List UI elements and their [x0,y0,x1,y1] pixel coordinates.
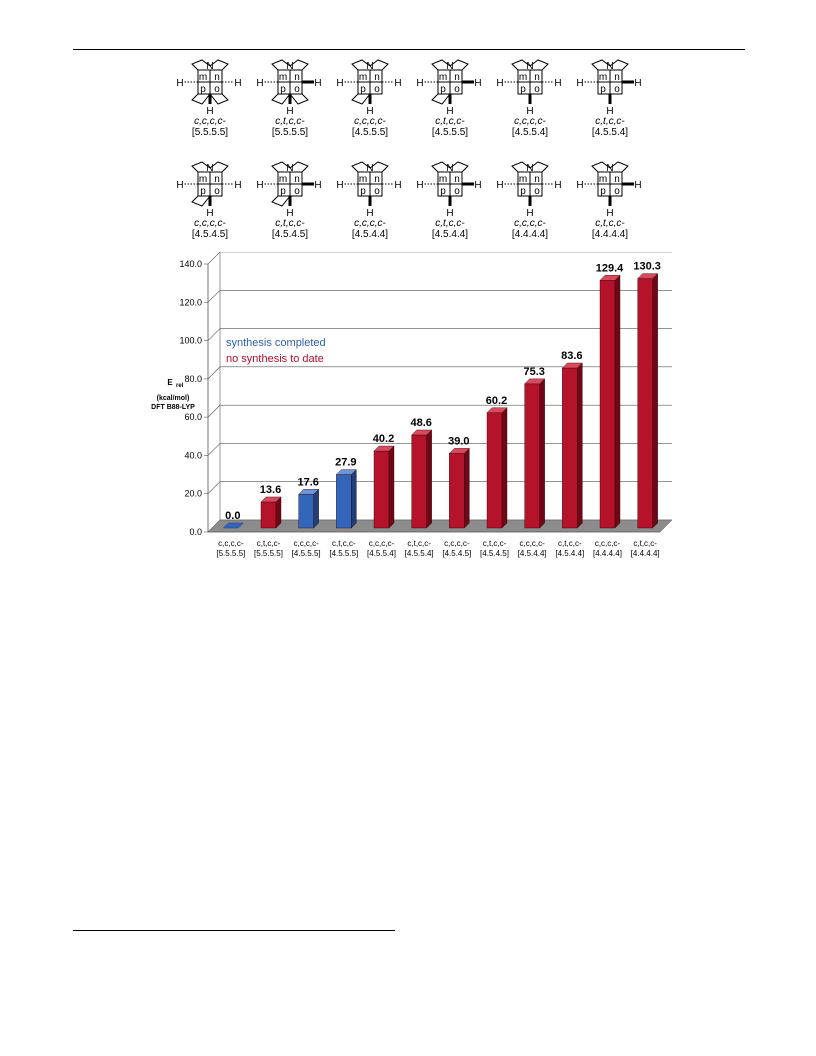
structure-drawing [490,160,570,218]
bar-side [427,430,432,528]
nitrogen-label: N [206,61,214,72]
y-tick-label: 0.0 [189,527,202,537]
bar-3 [299,489,319,528]
bar-5 [374,446,394,528]
ring-label-o: o [374,84,380,95]
ring-label-o: o [294,84,300,95]
ring-label-p: p [200,84,206,95]
data-label: 83.6 [561,349,583,362]
structure-drawing [330,58,410,116]
x-tick-label: [4.5.5.5] [291,549,321,558]
bar-6 [412,430,432,528]
legend-item: no synthesis to date [226,353,324,365]
chart-svg [150,252,690,572]
structure-ring-size: [5.5.5.5] [191,127,229,138]
structure-name: c,c,c,c- [514,218,546,229]
ring-label-p: p [600,186,606,197]
bar-side [653,274,658,528]
y-tick-label: 120.0 [179,297,202,308]
x-tick-label: c,t,c,c- [633,539,657,548]
x-tick-label: c,c,c,c- [594,539,621,548]
ring-label-p: p [200,186,206,197]
nitrogen-label: N [526,163,534,174]
hydrogen-label-left: H [576,78,584,89]
hydrogen-label-right: H [314,78,322,89]
bar-side [314,489,319,528]
ring-label-m: m [598,72,608,83]
ring-label-m: m [518,72,528,83]
structure-ring-size: [4.5.4.4] [351,229,389,240]
hydrogen-label-left: H [416,180,424,191]
structure-ring-size: [4.5.4.5] [191,229,229,240]
hydrogen-label-right: H [634,180,642,191]
ring-label-m: m [198,174,208,185]
bar-side [276,497,281,528]
bar-side [351,470,356,528]
hydrogen-label-left: H [336,180,344,191]
nitrogen-label: N [366,61,374,72]
structure-7 [170,160,250,250]
bar-2 [261,497,281,528]
x-tick-label: c,c,c,c- [293,539,319,548]
grid-line [208,482,220,494]
structure-drawing [170,58,250,116]
x-tick-label: c,t,c,c- [407,539,431,548]
y-label-method: DFT B88-LYP [151,404,195,411]
structure-ring-size: [4.4.4.4] [511,229,549,240]
structure-ring-size: [5.5.5.5] [271,127,309,138]
y-label-sub: rel [176,383,184,389]
structure-4 [410,58,490,148]
x-tick-label: [4.5.5.4] [367,549,396,558]
x-tick-label: c,c,c,c- [218,539,244,548]
data-label: 27.9 [335,456,357,469]
x-tick-label: [5.5.5.5] [216,549,246,558]
x-tick-label: c,t,c,c- [558,539,582,548]
structure-name: c,t,c,c- [275,218,305,229]
nitrogen-label: N [286,163,294,174]
structure-drawing [250,160,330,218]
bar-side [615,275,620,528]
structure-drawing [490,58,570,116]
structure-drawing [570,160,650,218]
ring-label-m: m [438,72,448,83]
ring-label-p: p [520,84,526,95]
grid-line [208,443,220,455]
ring-label-n: n [294,72,300,83]
ring-label-o: o [214,84,220,95]
ring-label-n: n [374,174,380,185]
data-label: 17.6 [297,476,319,489]
hydrogen-label-left: H [336,78,344,89]
structure-11 [490,160,570,250]
structure-name: c,t,c,c- [435,218,465,229]
y-tick-label: 140.0 [179,259,202,269]
ring-label-p: p [440,84,446,95]
nitrogen-label: N [606,163,614,174]
structure-name: c,c,c,c- [514,116,546,127]
structure-drawing [170,160,250,218]
ring-label-n: n [614,174,620,185]
x-tick-label: [4.4.4.4] [593,549,622,558]
ring-label-p: p [280,84,286,95]
bar-side [502,408,507,528]
hydrogen-label-bottom: H [366,106,374,116]
structure-ring-size: [4.5.5.4] [591,127,629,138]
grid-line [208,329,220,341]
ring-label-n: n [214,174,220,185]
ring-label-n: n [294,174,300,185]
x-tick-label: c,t,c,c- [256,539,281,548]
ring-label-m: m [198,72,208,83]
hydrogen-label-bottom: H [286,106,294,116]
ring-label-m: m [518,174,528,185]
ring-label-o: o [294,186,300,197]
data-label: 129.4 [595,262,624,275]
ring-label-n: n [534,174,540,185]
ring-label-o: o [374,186,380,197]
y-tick-label: 40.0 [184,450,202,461]
ring-label-n: n [614,72,620,83]
bar-front [261,502,276,528]
bar-side [389,446,394,528]
ring-label-m: m [278,72,288,83]
structure-3 [330,58,410,148]
bar-front [487,413,502,528]
hydrogen-label-left: H [496,78,504,89]
x-tick-label: c,c,c,c- [444,539,470,548]
x-tick-label: c,c,c,c- [368,539,395,548]
hydrogen-label-bottom: H [526,208,534,218]
data-label: 48.6 [410,416,432,429]
structure-drawing [410,160,490,218]
nitrogen-label: N [286,61,294,72]
bar-side [577,363,582,528]
ring-label-o: o [454,84,460,95]
structure-10 [410,160,490,250]
structure-ring-size: [4.5.4.5] [271,229,309,240]
nitrogen-label: N [606,61,614,72]
ring-label-n: n [534,72,540,83]
hydrogen-label-right: H [634,78,642,89]
bar-front [638,279,653,528]
x-tick-label: c,t,c,c- [332,539,356,548]
bar-12 [638,274,658,528]
ring-label-o: o [214,186,220,197]
y-tick-label: 20.0 [184,488,202,499]
bar-front [525,384,540,528]
structure-name: c,t,c,c- [435,116,465,127]
hydrogen-label-left: H [496,180,504,191]
structure-ring-size: [4.5.5.4] [511,127,549,138]
bar-front [600,280,615,528]
ring-label-n: n [374,72,380,83]
x-tick-label: [4.5.4.4] [555,549,585,558]
hydrogen-label-bottom: H [606,106,614,116]
structure-ring-size: [4.5.4.4] [431,229,469,240]
ring-label-n: n [454,174,460,185]
data-label: 0.0 [225,510,241,522]
ring-label-o: o [454,186,460,197]
y-tick-label: 80.0 [184,373,202,384]
data-label: 60.2 [485,394,508,407]
x-tick-label: [4.4.4.4] [630,549,660,558]
y-label-unit: (kcal/mol) [156,395,190,402]
x-tick-label: [4.5.4.4] [517,549,547,558]
bar-front [412,435,427,528]
data-label: 39.0 [448,435,470,448]
bar-front [299,494,314,528]
structure-drawing [570,58,650,116]
structure-name: c,c,c,c- [194,218,226,229]
bar-4 [336,470,356,528]
hydrogen-label-bottom: H [446,106,454,116]
ring-label-n: n [214,72,220,83]
y-label-main: E [167,378,173,387]
bar-front [336,475,351,528]
hydrogen-label-left: H [416,78,424,89]
data-label: 130.3 [633,260,661,273]
hydrogen-label-right: H [474,78,482,89]
ring-label-p: p [280,186,286,197]
structure-1 [170,58,250,148]
hydrogen-label-right: H [554,78,562,89]
structure-name: c,t,c,c- [595,116,625,127]
ring-label-o: o [614,186,620,197]
structure-name: c,c,c,c- [354,218,386,229]
structure-name: c,t,c,c- [595,218,625,229]
hydrogen-label-bottom: H [206,106,214,116]
data-label: 13.6 [259,483,282,496]
nitrogen-label: N [446,163,454,174]
structure-8 [250,160,330,250]
hydrogen-label-left: H [256,180,264,191]
bar-front [562,368,577,528]
ring-label-m: m [278,174,288,185]
legend-item: synthesis completed [226,337,326,349]
structure-drawing [330,160,410,218]
hydrogen-label-bottom: H [526,106,534,116]
nitrogen-label: N [526,61,534,72]
structure-name: c,c,c,c- [354,116,386,127]
ring-label-p: p [600,84,606,95]
structure-9 [330,160,410,250]
y-tick-label: 100.0 [179,335,202,346]
hydrogen-label-left: H [256,78,264,89]
x-tick-label: [4.5.5.5] [329,549,359,558]
bar-side [464,448,469,528]
hydrogen-label-right: H [314,180,322,191]
structure-ring-size: [4.5.5.5] [351,127,389,138]
nitrogen-label: N [446,61,454,72]
ring-label-o: o [534,84,540,95]
structure-drawing [410,58,490,116]
ring-label-n: n [454,72,460,83]
hydrogen-label-bottom: H [286,208,294,218]
ring-label-o: o [534,186,540,197]
ring-label-p: p [360,84,366,95]
header-rule [73,49,745,50]
energy-chart [150,252,690,572]
hydrogen-label-bottom: H [446,208,454,218]
hydrogen-label-right: H [234,180,242,191]
bar-side [540,379,545,528]
data-label: 75.3 [523,365,545,378]
structure-6 [570,58,650,148]
structure-ring-size: [4.4.4.4] [591,229,629,240]
grid-line [208,367,220,379]
x-tick-label: c,c,c,c- [519,539,545,548]
nitrogen-label: N [366,163,374,174]
x-tick-label: [4.5.4.5] [442,549,472,558]
structure-name: c,t,c,c- [275,116,305,127]
hydrogen-label-right: H [234,78,242,89]
hydrogen-label-right: H [394,180,402,191]
bar-9 [525,379,545,528]
bar-7 [449,448,469,528]
ring-label-p: p [520,186,526,197]
structure-5 [490,58,570,148]
nitrogen-label: N [206,163,214,174]
hydrogen-label-right: H [474,180,482,191]
ring-label-p: p [440,186,446,197]
ring-label-m: m [358,174,368,185]
data-label: 40.2 [372,433,395,446]
bar-10 [562,363,582,528]
hydrogen-label-right: H [394,78,402,89]
x-tick-label: [4.5.5.4] [404,549,434,558]
hydrogen-label-bottom: H [206,208,214,218]
ring-label-o: o [614,84,620,95]
x-tick-label: [4.5.4.5] [480,549,509,558]
structure-ring-size: [4.5.5.5] [431,127,469,138]
grid-line [208,290,220,302]
x-tick-label: c,t,c,c- [482,539,507,548]
ring-label-p: p [360,186,366,197]
structure-2 [250,58,330,148]
grid-line [208,405,220,417]
hydrogen-label-right: H [554,180,562,191]
structure-name: c,c,c,c- [194,116,226,127]
x-tick-label: [5.5.5.5] [254,549,283,558]
ring-label-m: m [598,174,608,185]
bar-front [449,453,464,528]
ring-label-m: m [438,174,448,185]
footnote-rule [73,930,395,931]
bar-front [374,451,389,528]
ring-label-m: m [358,72,368,83]
hydrogen-label-bottom: H [366,208,374,218]
hydrogen-label-left: H [176,78,184,89]
grid-line [208,252,220,264]
y-tick-label: 60.0 [184,412,202,423]
hydrogen-label-bottom: H [606,208,614,218]
structure-drawing [250,58,330,116]
hydrogen-label-left: H [176,180,184,191]
bar-11 [600,275,620,528]
structure-12 [570,160,650,250]
bar-8 [487,408,507,528]
hydrogen-label-left: H [576,180,584,191]
structure-grid [170,58,650,258]
